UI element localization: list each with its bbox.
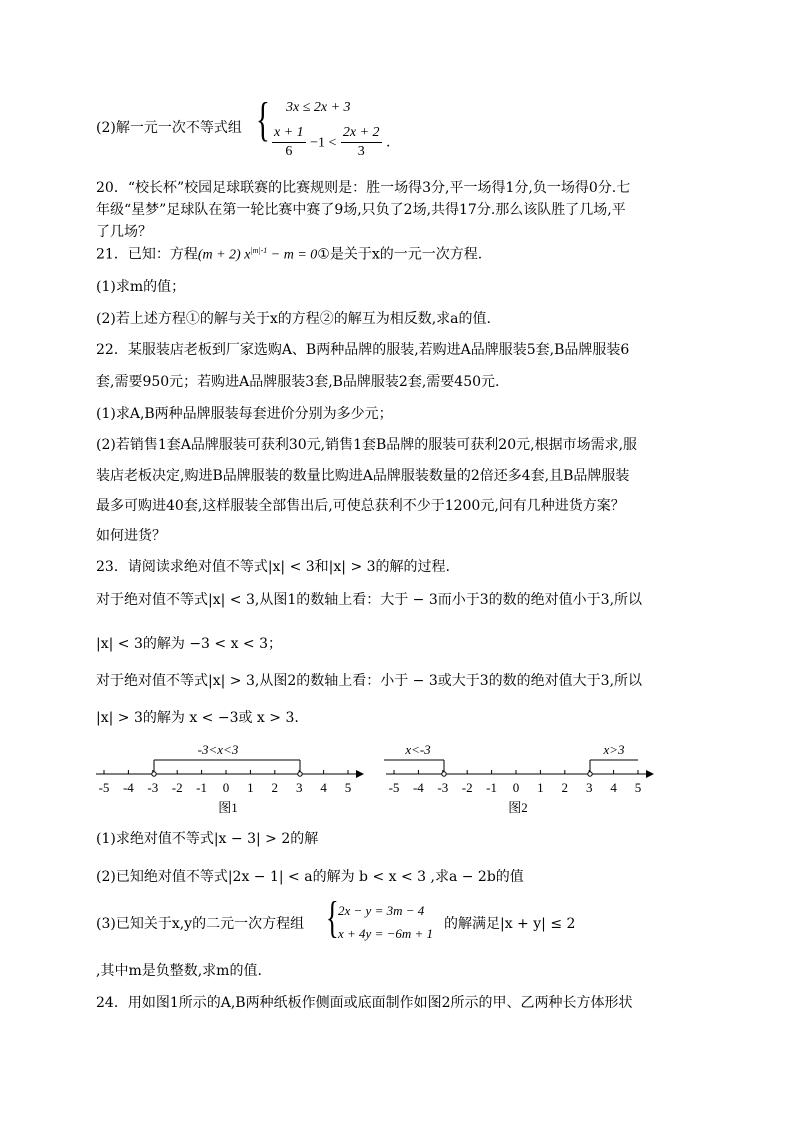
fig1-caption: 图1 [218, 800, 238, 815]
q23-part1: (1)求绝对值不等式|x − 3| > 2的解 [96, 831, 319, 847]
q19-inequality-1: 3x ≤ 2x + 3 [286, 100, 351, 115]
figure-2-number-line [382, 738, 654, 820]
fig1-tick-label: -1 [196, 780, 208, 795]
q22-part2-line3: 最多可购进40套,这样服装全部售出后,可使总获利不少于1200元,问有几种进货方案？ [96, 498, 625, 514]
q23-part3-prefix: (3)已知关于x,y的二元一次方程组 [96, 916, 305, 932]
q22-part2-line1: (2)若销售1套A品牌服装可获利30元,销售1套B品牌的服装可获利20元,根据市场需求,服 [96, 437, 638, 453]
q20-line3: 了几场？ [96, 224, 152, 240]
fig1-tick-label: 2 [271, 780, 279, 795]
q23-system-eq2: x + 4y = −6m + 1 [338, 926, 434, 941]
q19-inequality-2: $\frac{x + 1}{6}$ −1 < $\frac{2x + 2}{3}$ . [274, 125, 391, 159]
fig2-tick-label: 4 [610, 780, 617, 795]
fig1-tick-label: 1 [247, 780, 254, 795]
fig1-tick-label: -5 [98, 780, 110, 795]
q22-part1: (1)求A,B两种品牌服装每套进价分别为多少元； [96, 406, 393, 422]
fig2-tick-label: -1 [486, 780, 498, 795]
fig2-caption: 图2 [508, 800, 528, 815]
fig1-tick-label: 4 [320, 780, 327, 795]
q22-part2-line2: 装店老板决定,购进B品牌服装的数量比购进A品牌服装数量的2倍还多4套,且B品牌服装 [96, 468, 630, 484]
fig2-tick-label: 5 [634, 780, 642, 795]
q23-line3: |x| < 3的解为 −3 < x < 3； [96, 636, 283, 652]
q22-line2: 套,需要950元；若购进A品牌服装3套,B品牌服装2套,需要450元. [96, 374, 500, 390]
fig1-tick-label: -4 [122, 780, 134, 795]
fig2-tick-label: 1 [537, 780, 544, 795]
fig1-range-label: -3<x<3 [197, 742, 239, 757]
q23-line2: 对于绝对值不等式|x| < 3,从图1的数轴上看：大于 − 3而小于3的数的绝对值小于3,所以 [96, 592, 643, 608]
q23-line5: |x| > 3的解为 x < −3或 x > 3. [96, 710, 299, 726]
fig2-tick-label: -5 [388, 780, 400, 795]
fig2-right-label: x>3 [603, 742, 625, 757]
q23-part2: (2)已知绝对值不等式|2x − 1| < a的解为 b < x < 3 ,求a − 2b的值 [96, 869, 524, 885]
fig2-left-label: x<-3 [405, 742, 431, 757]
fig2-tick-label: -2 [461, 780, 473, 795]
q19-part2-prefix: (2)解一元一次不等式组 [96, 120, 242, 136]
q20-line1: 20．“校长杯”校园足球联赛的比赛规则是：胜一场得3分,平一场得1分,负一场得0分.七 [96, 180, 631, 196]
fig2-tick-label: 3 [585, 780, 593, 795]
fig1-tick-label: 5 [344, 780, 352, 795]
fig2-tick-label: -4 [412, 780, 424, 795]
q23-system-eq1: 2x − y = 3m − 4 [338, 903, 425, 918]
q23-system-brace: { [326, 893, 339, 942]
q23-part3-line2: ,其中m是负整数,求m的值. [96, 963, 262, 979]
q21-part2: (2)若上述方程①的解与关于x的方程②的解互为相反数,求a的值. [96, 311, 491, 327]
q20-line2: 年级“星梦”足球队在第一轮比赛中赛了9场,只负了2场,共得17分.那么该队胜了几场,平 [96, 202, 626, 218]
q23-line1: 23．请阅读求绝对值不等式|x| < 3和|x| > 3的解的过程. [96, 559, 450, 575]
fig1-tick-label: 3 [295, 780, 303, 795]
fig1-tick-label: -2 [171, 780, 183, 795]
fig1-tick-label: 0 [222, 780, 230, 795]
fig1-tick-label: -3 [147, 780, 159, 795]
figure-1-number-line [92, 738, 364, 820]
fig2-tick-label: 2 [561, 780, 569, 795]
q23-line4: 对于绝对值不等式|x| > 3,从图2的数轴上看：小于 − 3或大于3的数的绝对值大于3,所以 [96, 673, 643, 689]
fig2-tick-label: 0 [512, 780, 520, 795]
q22-part2-line4: 如何进货？ [96, 528, 166, 544]
q21-line1: 21．已知：方程(m + 2) $x^{|m|-1} - m$ = 0①是关于x的一元一次方程. [96, 246, 483, 263]
q22-line1: 22．某服装店老板到厂家选购A、B两种品牌的服装,若购进A品牌服装5套,B品牌服装6 [96, 342, 630, 358]
q24-line1: 24．用如图1所示的A,B两种纸板作侧面或底面制作如图2所示的甲、乙两种长方体形状 [96, 995, 633, 1011]
fig2-tick-label: -3 [437, 780, 449, 795]
q23-part3-suffix: 的解满足|x + y| ≤ 2 [444, 916, 576, 932]
q21-part1: (1)求m的值； [96, 279, 186, 295]
q19-system-brace: { [256, 93, 270, 146]
